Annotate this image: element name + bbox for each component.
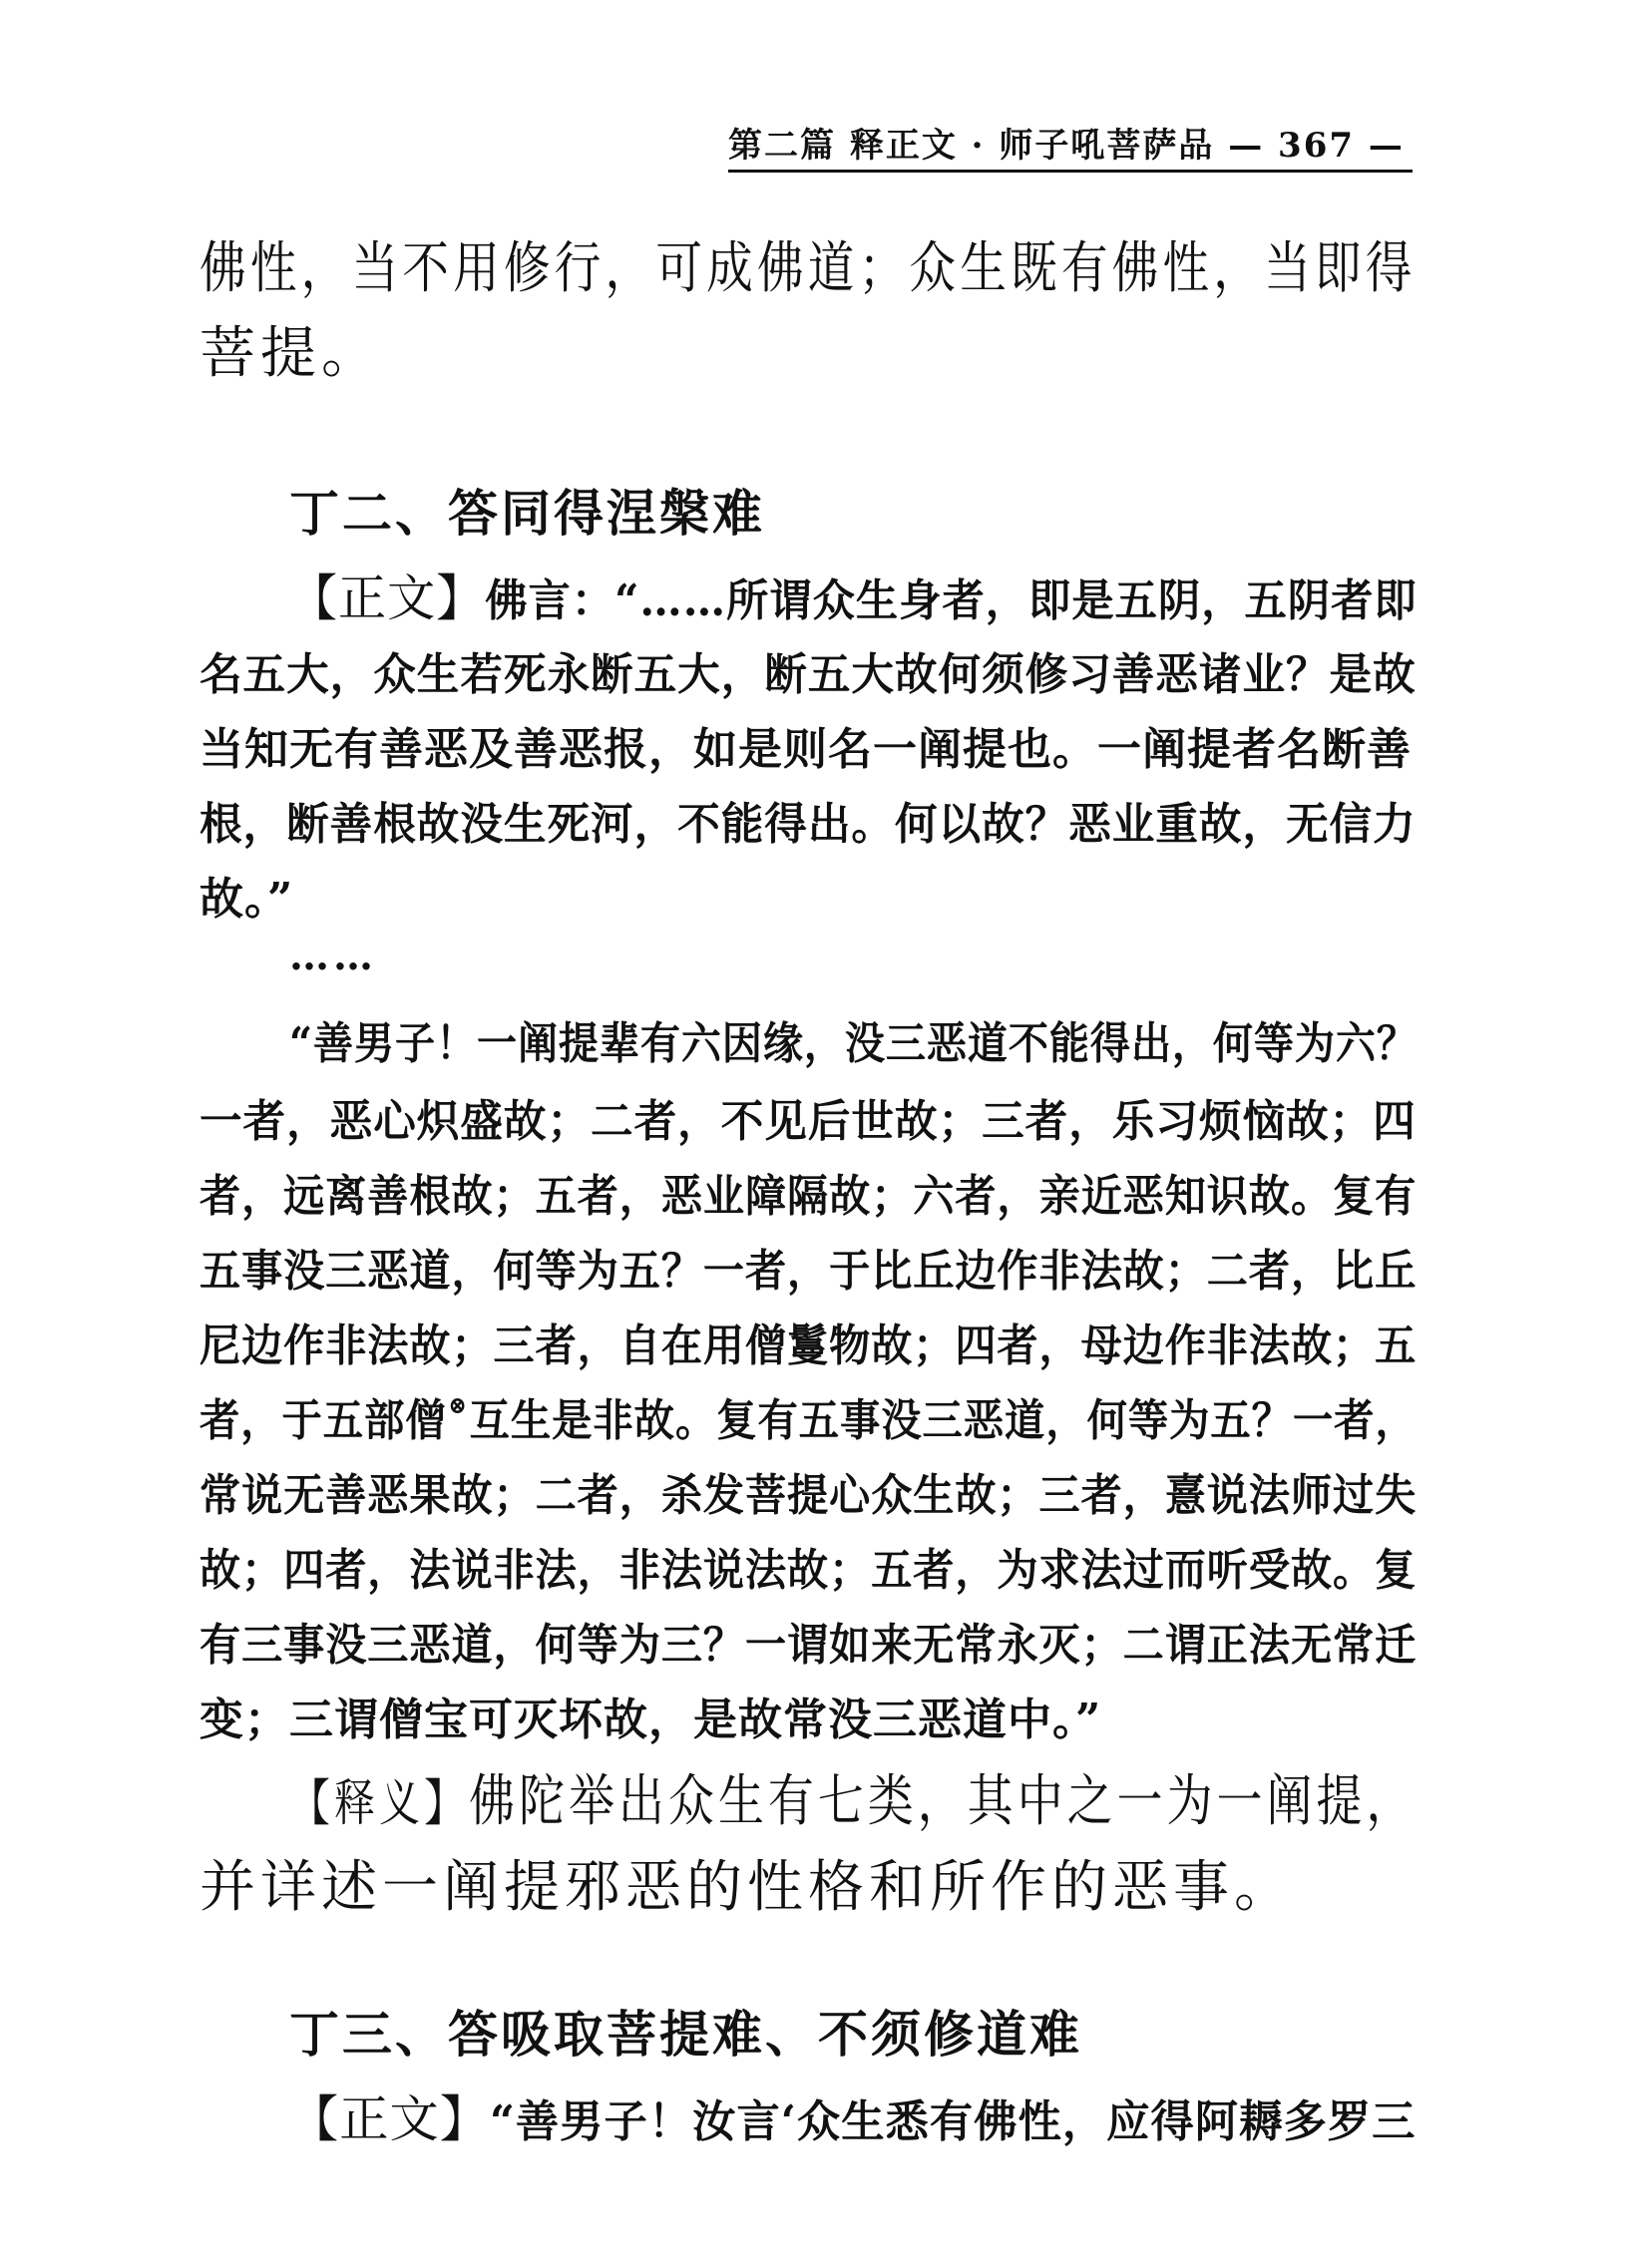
header-chapter: 第二篇 xyxy=(728,126,836,166)
section-heading: 丁二、答同得涅槃难 xyxy=(289,484,765,543)
paragraph-line: 佛性，当不用修行，可成佛道；众生既有佛性，当即得 xyxy=(200,236,1417,301)
zhengwen-label: 【正文】 xyxy=(289,569,486,627)
header-section: 释正文 · 师子吼菩萨品 xyxy=(849,126,1215,166)
paragraph-text: 佛陀举出众生有七类，其中之一为一阐提， xyxy=(469,1769,1417,1834)
paragraph-line: 五事没三恶道，何等为五？一者，于比丘边作非法故；二者，比丘 xyxy=(200,1246,1418,1297)
ellipsis: …… xyxy=(289,933,377,979)
paragraph-line xyxy=(289,1757,1417,1837)
footnote-marker[interactable]: ⊗ xyxy=(448,1390,468,1419)
paragraph-line: 有三事没三恶道，何等为三？一谓如来无常永灭；二谓正法无常迁 xyxy=(200,1620,1418,1671)
paragraph-line: 根，断善根故没生死河，不能得出。何以故？恶业重故，无信力 xyxy=(200,799,1417,850)
paragraph-line: 变；三谓僧宝可灭坏故，是故常没三恶道中。” xyxy=(200,1695,1102,1745)
paragraph-line: 当知无有善恶及善恶报，如是则名一阐提也。一阐提者名断善 xyxy=(200,724,1412,775)
paragraph-line: 故。” xyxy=(200,874,294,925)
paragraph-line: “善男子！一阐提辈有六因缘，没三恶道不能得出，何等为六？ xyxy=(289,1018,1418,1069)
header-rule xyxy=(728,170,1413,173)
zhengwen-label: 【正文】 xyxy=(289,2090,490,2148)
running-header xyxy=(728,118,1412,167)
paragraph-text: 佛言：“……所谓众生身者，即是五阴，五阴者即 xyxy=(485,575,1418,626)
paragraph-line: 常说无善恶果故；二者，杀发菩提心众生故；三者，憙说法师过失 xyxy=(200,1470,1418,1521)
paragraph-line: 菩提。 xyxy=(200,321,382,386)
header-page-number: — 367 — xyxy=(1228,126,1405,166)
paragraph-text: 者，于五部僧 xyxy=(200,1395,447,1446)
section-heading: 丁三、答吸取菩提难、不须修道难 xyxy=(289,2005,1082,2064)
paragraph-line: 并详述一阐提邪恶的性格和所作的恶事。 xyxy=(200,1855,1295,1920)
paragraph-line: 名五大，众生若死永断五大，断五大故何须修习善恶诸业？是故 xyxy=(200,649,1417,700)
paragraph-line: 者，远离善根故；五者，恶业障隔故；六者，亲近恶知识故。复有 xyxy=(200,1171,1418,1222)
paragraph-line xyxy=(289,559,1418,630)
paragraph-line: 尼边作非法故；三者，自在用僧鬘物故；四者，母边作非法故；五 xyxy=(200,1321,1418,1371)
paragraph-line xyxy=(289,2079,1417,2151)
paragraph-text: 互生是非故。复有五事没三恶道，何等为五？一者， xyxy=(469,1395,1417,1446)
paragraph-line: 一者，恶心炽盛故；二者，不见后世故；三者，乐习烦恼故；四 xyxy=(200,1096,1417,1147)
shiyi-label: 【释义】 xyxy=(289,1774,470,1832)
paragraph-line: 故；四者，法说非法，非法说法故；五者，为求法过而听受故。复 xyxy=(200,1545,1418,1596)
paragraph-text: “善男子！汝言‘众生悉有佛性，应得阿耨多罗三 xyxy=(489,2096,1417,2147)
paragraph-line xyxy=(200,1384,1417,1448)
